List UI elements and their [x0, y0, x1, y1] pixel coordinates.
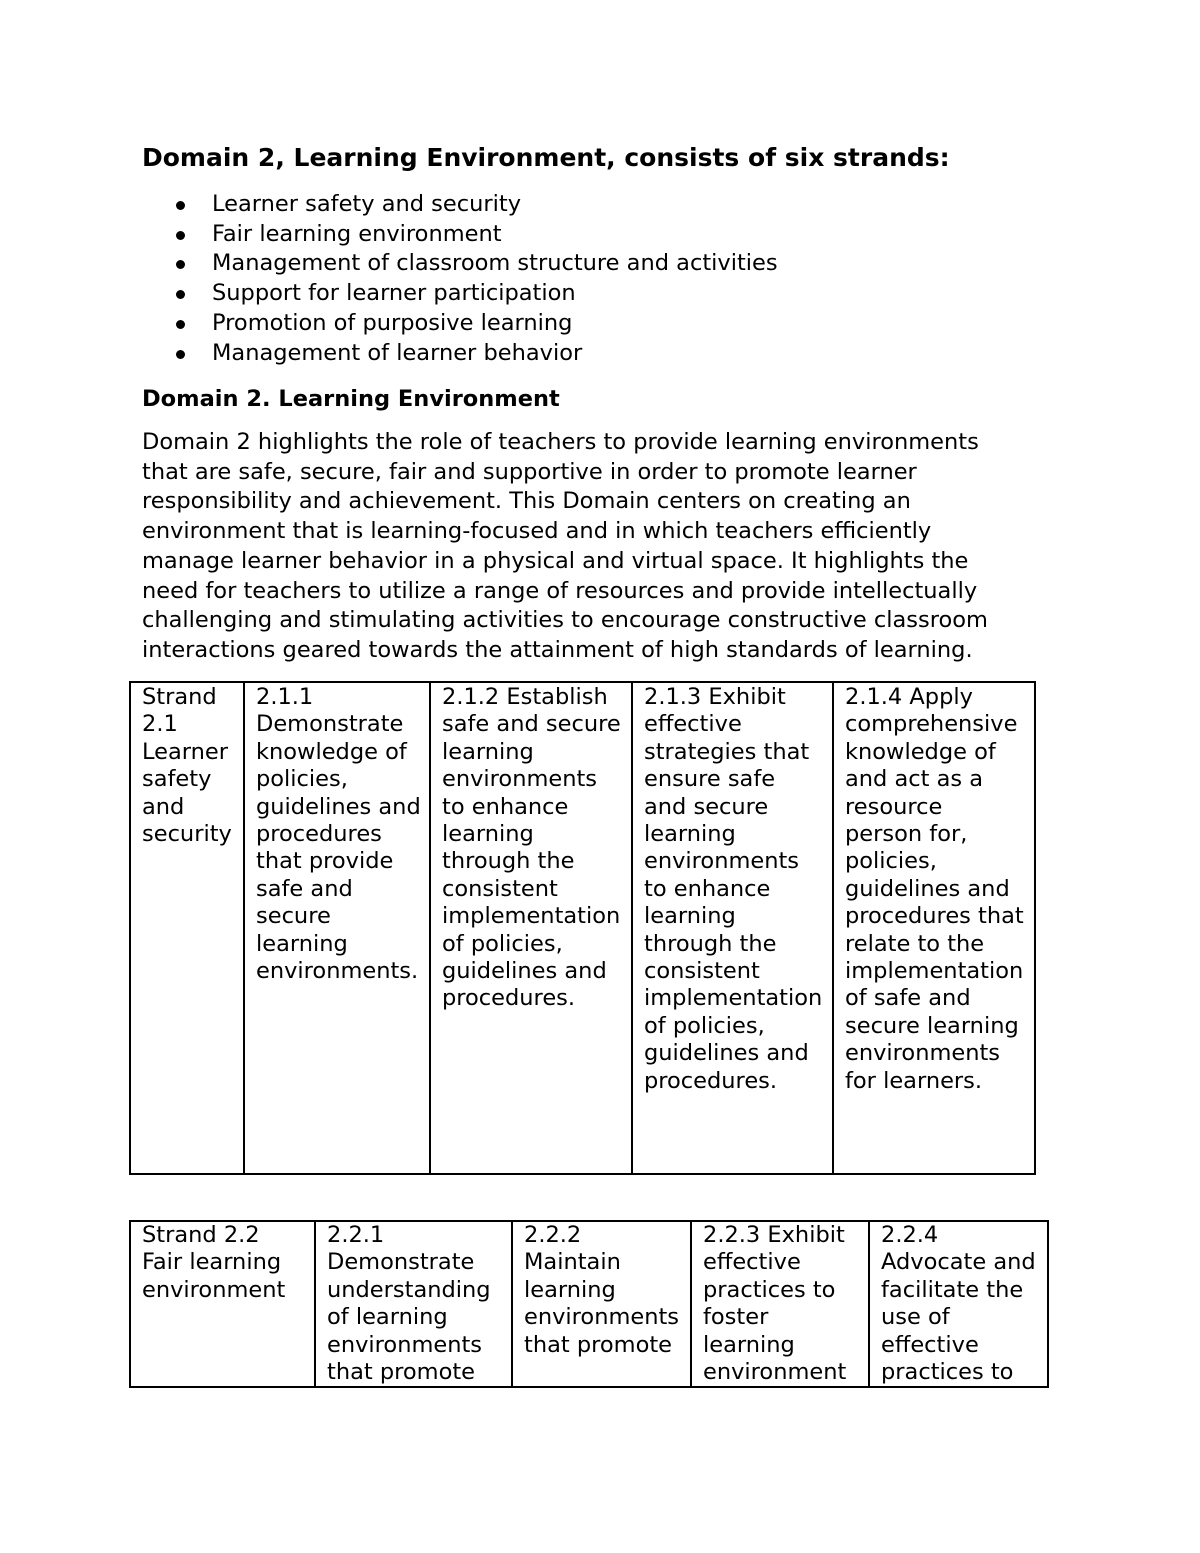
- cell-text: 2.1.2 Establish safe and secure learning environments to enhance learning through the consistent implementation of policies, guidelines and procedures.: [442, 684, 621, 1012]
- cell-text: 2.2.3 Exhibit effective practices to foster learning environment: [703, 1222, 847, 1386]
- cell-text: 2.2.4 Advocate and facilitate the use of effective practices to: [881, 1222, 1036, 1386]
- strand-list-item: Promotion of purposive learning: [142, 309, 778, 339]
- cell-text: Strand 2.1 Learner safety and security: [142, 684, 232, 848]
- paragraph-line: Domain 2 highlights the role of teachers to provide learning environments: [142, 429, 979, 455]
- strand-list: [142, 190, 778, 368]
- strand-title-cell: [130, 682, 244, 1174]
- strand-list-item: Learner safety and security: [142, 190, 778, 220]
- indicator-cell: [315, 1221, 512, 1387]
- table-row: [130, 1221, 1048, 1387]
- indicator-cell: [244, 682, 430, 1174]
- indicator-cell: [430, 682, 632, 1174]
- paragraph-line: interactions geared towards the attainment of high standards of learning.: [142, 636, 973, 663]
- strand-title-cell: [130, 1221, 315, 1387]
- cell-text: Strand 2.2 Fair learning environment: [142, 1222, 286, 1303]
- paragraph-line: manage learner behavior in a physical and virtual space. It highlights the: [142, 547, 969, 574]
- indicator-cell: [869, 1221, 1048, 1387]
- domain-description: [142, 428, 1042, 666]
- strand-list-item: Management of classroom structure and activities: [142, 249, 778, 279]
- strand-list-item: Fair learning environment: [142, 220, 778, 250]
- indicator-cell: [691, 1221, 869, 1387]
- cell-text: 2.1.3 Exhibit effective strategies that ensure safe and secure learning environments to enhance learning through the consistent implementation of policies, guidelines and procedures.: [644, 684, 823, 1094]
- strand-list-item: Support for learner participation: [142, 279, 778, 309]
- table-row: [130, 682, 1035, 1174]
- paragraph-line: environment that is learning-focused and in which teachers efficiently: [142, 518, 932, 545]
- indicator-cell: [833, 682, 1035, 1174]
- cell-text: 2.2.1 Demonstrate understanding of learning environments that promote: [327, 1222, 491, 1386]
- paragraph-line: that are safe, secure, fair and supportive in order to promote learner: [142, 458, 917, 485]
- paragraph-line: responsibility and achievement. This Domain centers on creating an: [142, 488, 911, 515]
- paragraph-line: need for teachers to utilize a range of resources and provide intellectually: [142, 577, 978, 604]
- cell-text: 2.1.1 Demonstrate knowledge of policies, guidelines and procedures that provide safe and secure learning environments.: [256, 684, 421, 985]
- paragraph-line: challenging and stimulating activities to encourage constructive classroom: [142, 607, 988, 634]
- section-heading: Domain 2. Learning Environment: [142, 386, 560, 412]
- strand-2-2-table: [129, 1220, 1049, 1388]
- indicator-cell: [512, 1221, 691, 1387]
- page-heading: Domain 2, Learning Environment, consists of six strands:: [142, 143, 950, 172]
- cell-text: 2.2.2 Maintain learning environments that promote: [524, 1222, 680, 1358]
- cell-text: 2.1.4 Apply comprehensive knowledge of and act as a resource person for, policies, guidelines and procedures that relate to the implementation of safe and secure learning environments for learners.: [845, 684, 1024, 1094]
- strand-2-1-table: [129, 681, 1036, 1175]
- indicator-cell: [632, 682, 833, 1174]
- strand-list-item: Management of learner behavior: [142, 339, 778, 369]
